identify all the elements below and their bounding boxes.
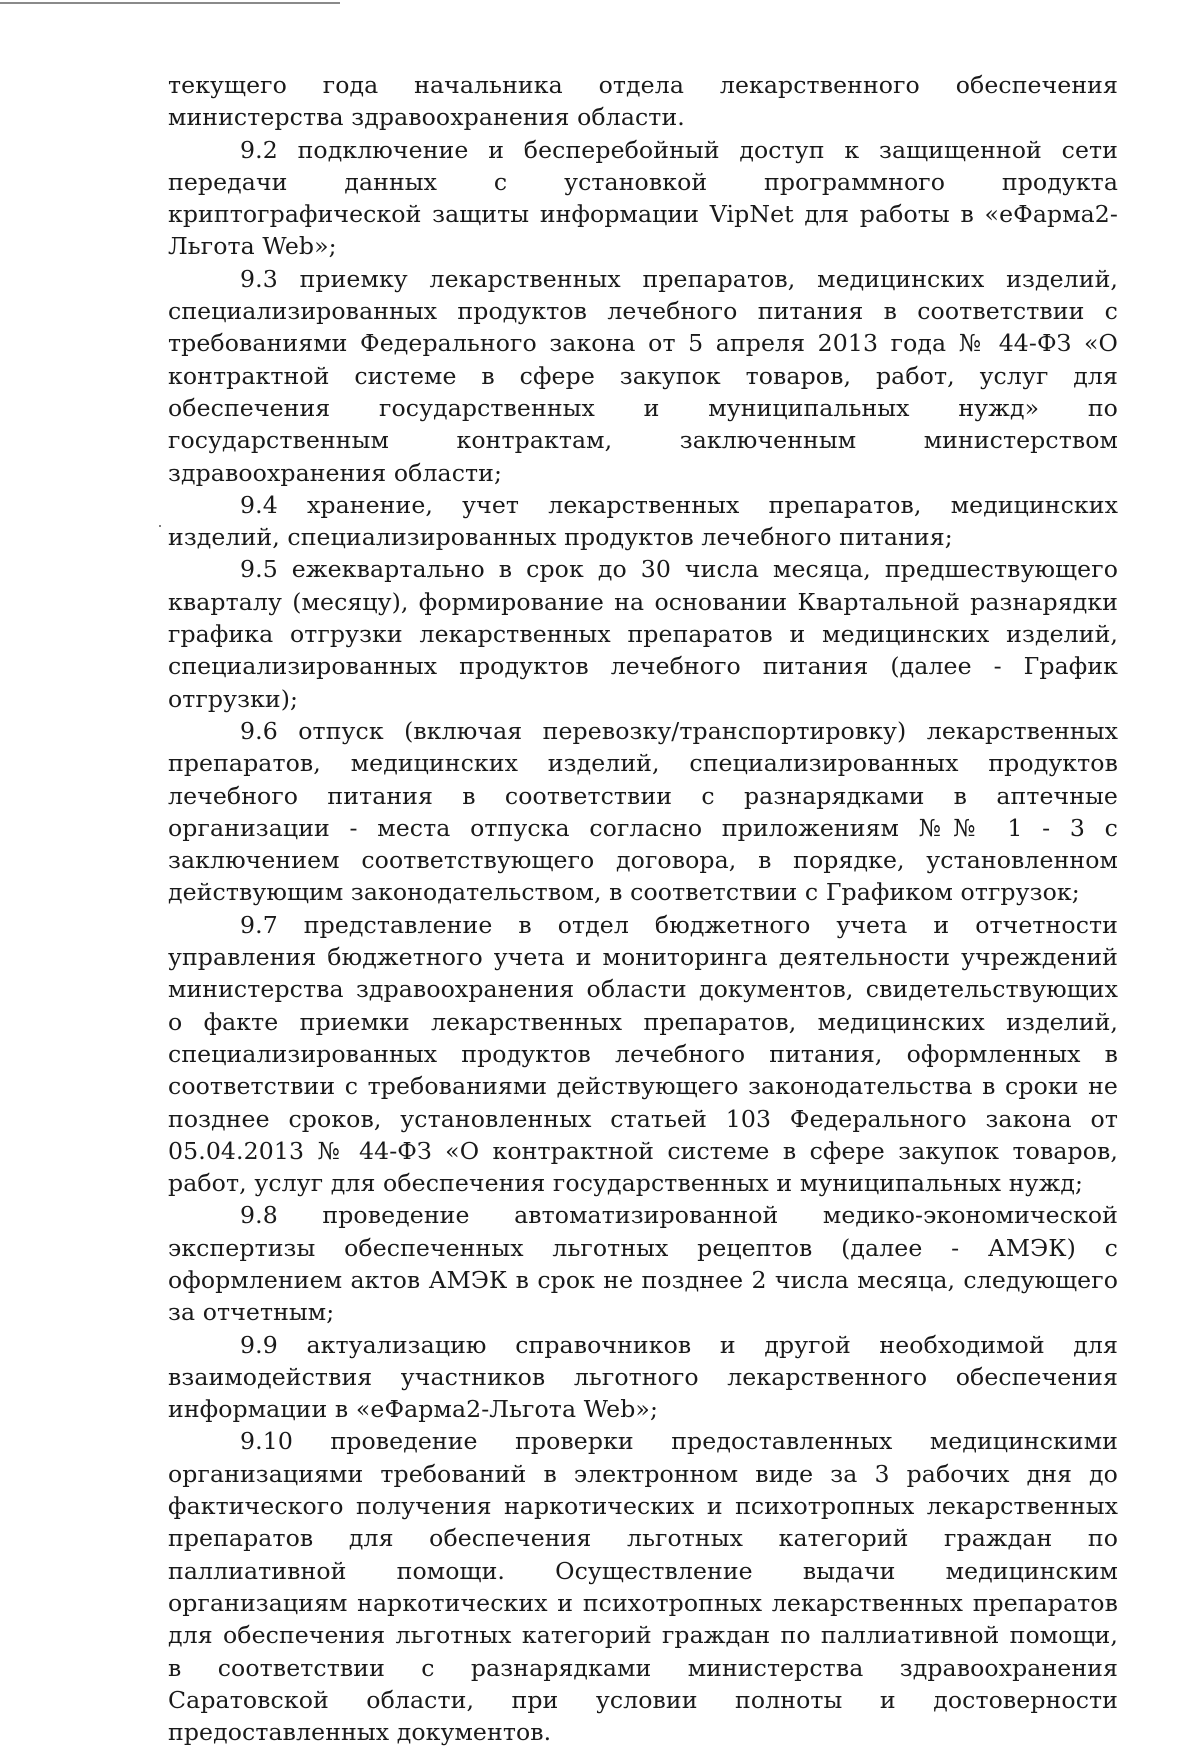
- paragraph-9-7: 9.7 представление в отдел бюджетного учета и отчетности управления бюджетного учета и мониторинга деятельности учреждений министерства здравоохранения области документов, свидетельствующих о факте приемки лекарственных препаратов, медицинских изделий, специализированных продуктов лечебного питания, оформленных в соответствии с требованиями действующего законодательства в сроки не позднее сроков, установленных статьей 103 Федерального закона от 05.04.2013 № 44-ФЗ «О контрактной системе в сфере закупок товаров, работ, услуг для обеспечения государственных и муниципальных нужд;: [168, 910, 1118, 1198]
- paragraph-9-6: 9.6 отпуск (включая перевозку/транспортировку) лекарственных препаратов, медицинских изделий, специализированных продуктов лечебного питания в соответствии с разнарядками в аптечные организации - места отпуска согласно приложениям №№ 1 - 3 с заключением соответствующего договора, в порядке, установленном действующим законодательством, в соответствии с Графиком отгрузок;: [168, 716, 1118, 907]
- top-edge-rule: [0, 2, 340, 4]
- paragraph-9-8: 9.8 проведение автоматизированной медико-экономической экспертизы обеспеченных льготных рецептов (далее - АМЭК) с оформлением актов АМЭК в срок не позднее 2 числа месяца, следующего за отчетным;: [168, 1201, 1118, 1327]
- scan-speck: [159, 525, 161, 527]
- paragraph-9-2: 9.2 подключение и бесперебойный доступ к защищенной сети передачи данных с установкой программного продукта криптографической защиты информации VipNet для работы в «еФарма2-Льгота Web»;: [168, 135, 1118, 261]
- paragraph-9-4: 9.4 хранение, учет лекарственных препаратов, медицинских изделий, специализированных продуктов лечебного питания;: [168, 490, 1118, 552]
- paragraph-9-5: 9.5 ежеквартально в срок до 30 числа месяца, предшествующего кварталу (месяцу), формирование на основании Квартальной разнарядки графика отгрузки лекарственных препаратов и медицинских изделий, специализированных продуктов лечебного питания (далее - График отгрузки);: [168, 555, 1118, 713]
- paragraph-9-10: 9.10 проведение проверки предоставленных медицинскими организациями требований в электронном виде за 3 рабочих дня до фактического получения наркотических и психотропных лекарственных препаратов для обеспечения льготных категорий граждан по паллиативной помощи. Осуществление выдачи медицинским организациям наркотических и психотропных лекарственных препаратов для обеспечения льготных категорий граждан по паллиативной помощи, в соответствии с разнарядками министерства здравоохранения Саратовской области, при условии полноты и достоверности предоставленных документов.: [168, 1427, 1118, 1747]
- paragraph-9-3: 9.3 приемку лекарственных препаратов, медицинских изделий, специализированных продуктов лечебного питания в соответствии с требованиями Федерального закона от 5 апреля 2013 года № 44-ФЗ «О контрактной системе в сфере закупок товаров, работ, услуг для обеспечения государственных и муниципальных нужд» по государственным контрактам, заключенным министерством здравоохранения области;: [168, 264, 1118, 487]
- document-text-body: [168, 69, 1118, 1748]
- paragraph-9-9: 9.9 актуализацию справочников и другой необходимой для взаимодействия участников льготного лекарственного обеспечения информации в «еФарма2-Льгота Web»;: [168, 1330, 1118, 1424]
- paragraph-continuation: текущего года начальника отдела лекарственного обеспечения министерства здравоохранения области.: [168, 71, 1118, 132]
